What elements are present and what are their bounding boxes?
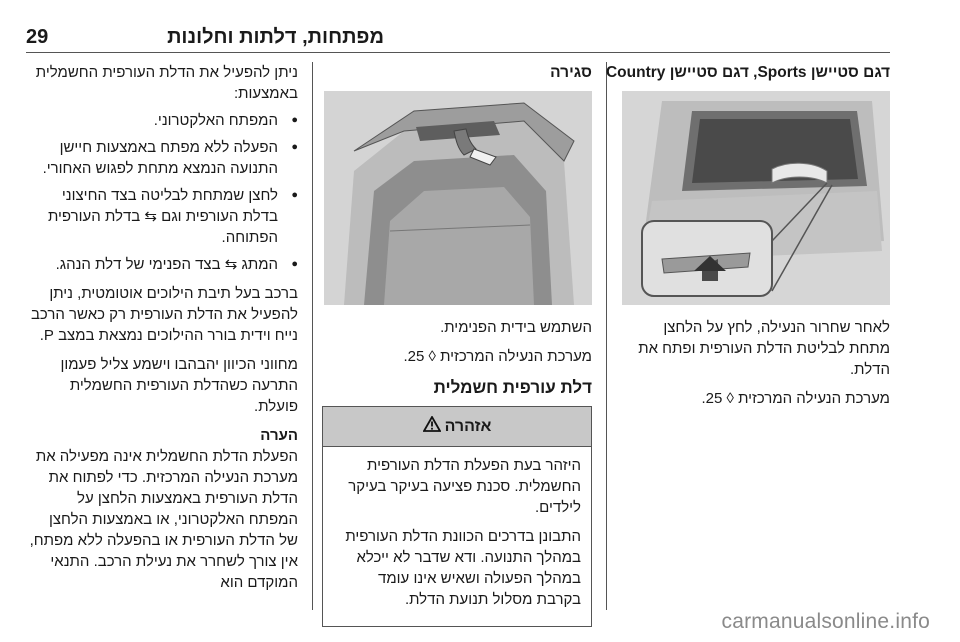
page-header: [0, 0, 960, 54]
central-locking-reference: מערכת הנעילה המרכזית ◊ 25.: [701, 390, 890, 407]
list-item: ● לחצן שמתחת לבליטה בצד החיצוני בדלת העורפית וגם ⇆ בדלת העורפית הפתוחה.: [26, 185, 298, 248]
page-number: 29: [26, 26, 49, 48]
column-divider-left: [312, 62, 313, 610]
warning-body: [323, 447, 591, 626]
column-divider-right: [606, 62, 607, 610]
warning-box: [322, 406, 592, 627]
close-instructions: השתמש בידית הפנימית.: [440, 319, 592, 336]
list-item: ● המפתח האלקטרוני.: [26, 110, 298, 131]
warning-triangle-icon: [423, 416, 441, 438]
running-title: מפתחות, דלתות וחלונות: [167, 26, 384, 48]
middle-column: [322, 62, 592, 627]
section-heading-power-tailgate: דלת עורפית חשמלית: [433, 378, 592, 397]
list-item: ● המתג ⇆ בצד הפנימי של דלת הנהג.: [26, 254, 298, 275]
operation-methods-list: [26, 110, 298, 275]
left-column: [26, 62, 298, 601]
warning-header: [323, 407, 591, 447]
indicator-paragraph: מחווני הכיוון יהבהבו וישמע צליל פעמון התרעה כשהדלת העורפית החשמלית פועלת.: [60, 356, 298, 415]
automatic-transmission-paragraph: ברכב בעל תיבת הילוכים אוטומטית, ניתן להפעיל את הדלת העורפית רק כאשר הרכב נייח וידית בורר ההילוכים נמצאת במצב P.: [30, 285, 298, 344]
header-divider: [26, 52, 890, 53]
watermark: carmanualsonline.info: [721, 610, 930, 633]
right-column: [605, 62, 890, 417]
warning-paragraph-2: התבונן בדרכים הכוונת הדלת העורפית במהלך התנועה. ודא שדבר לא ייכלא במהלך הפעולה ושאיש אינו עומד בקרבת מסלול תנועת הדלת.: [345, 528, 581, 608]
power-tailgate-intro: ניתן להפעיל את הדלת העורפית החשמלית באמצעות:: [35, 64, 298, 102]
open-instructions: לאחר שחרור הנעילה, לחץ על הלחצן מתחת לבליטת הדלת העורפית ופתח את הדלת.: [638, 319, 890, 378]
warning-paragraph-1: היזהר בעת הפעלת הדלת העורפית החשמלית. סכנת פציעה בעיקר בעיקר לילדים.: [348, 457, 581, 516]
note-text: הפעלת הדלת החשמלית אינה מפעילה את מערכת הנעילה המרכזית. כדי לפתוח את הדלת העורפית באמצעות הלחצן על המפתח האלקטרוני, או באמצעות הלחצן של הדלת העורפית או בהפעלה ללא מפתח, אין צורך לשחרר את נעילת הרכב. התנאי המוקדם הוא: [29, 448, 298, 591]
central-locking-reference-2: מערכת הנעילה המרכזית ◊ 25.: [403, 348, 592, 365]
warning-title: אזהרה: [444, 418, 492, 435]
list-item: ● הפעלה ללא מפתח באמצעות חיישן התנועה הנמצא מתחת לפגוש האחורי.: [26, 137, 298, 179]
tailgate-closing-illustration-icon: [324, 91, 592, 305]
section-heading-open: דגם סטיישן Sports, דגם סטיישן Country: [605, 64, 890, 81]
tailgate-handle-illustration-icon: [622, 91, 890, 305]
note-title: הערה: [260, 427, 298, 444]
section-heading-close: סגירה: [550, 64, 592, 81]
